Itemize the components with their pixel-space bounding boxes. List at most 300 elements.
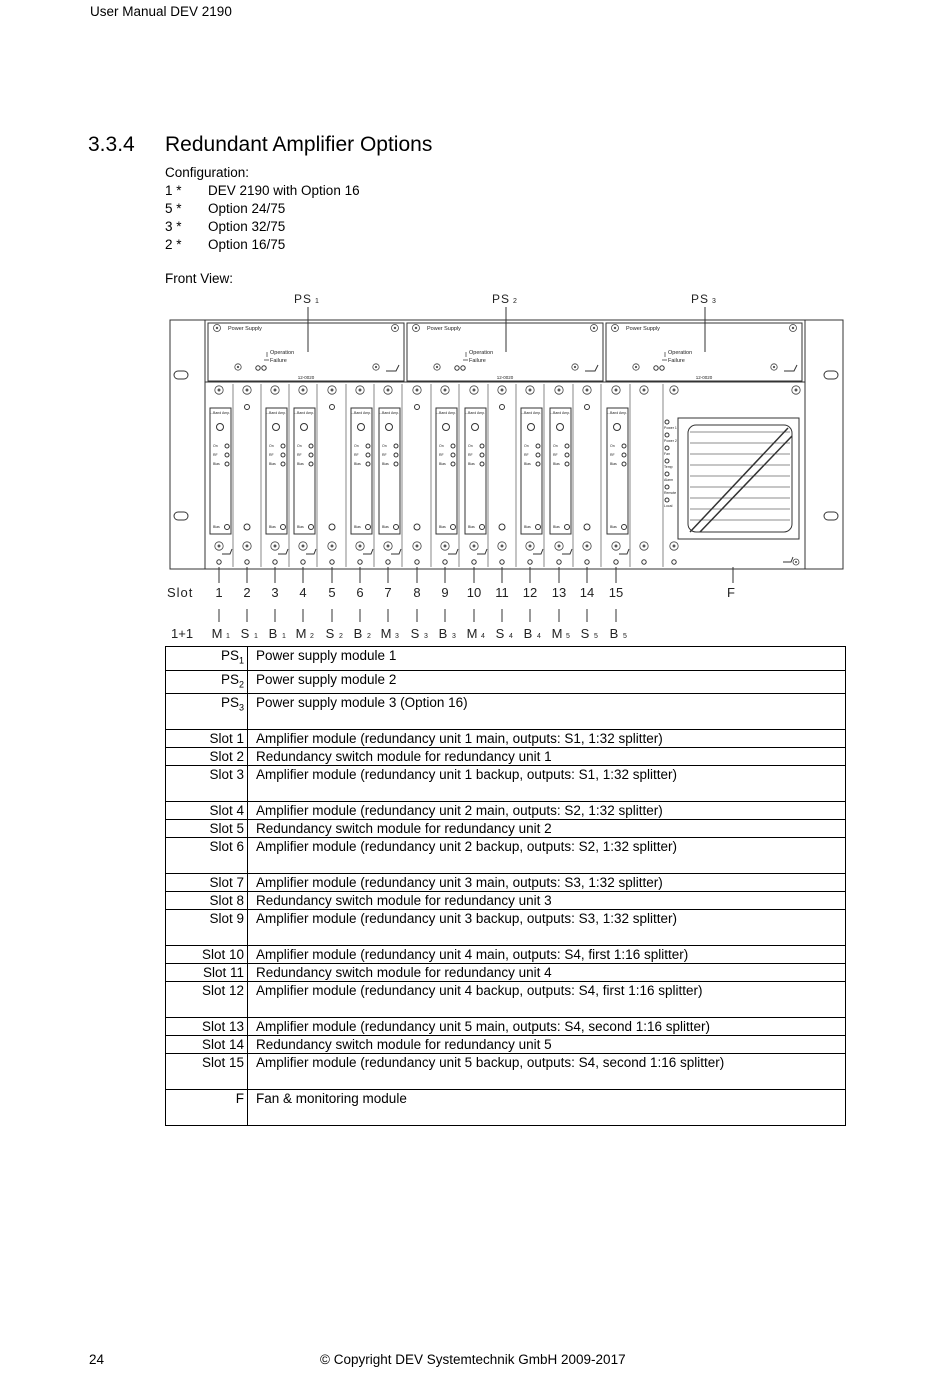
legend-value: Amplifier module (redundancy unit 1 backup, outputs: S1, 1:32 splitter) [248,766,846,802]
legend-value: Amplifier module (redundancy unit 2 backup, outputs: S2, 1:32 splitter) [248,838,846,874]
legend-row [166,730,846,748]
amp-led-label: Bias [382,462,389,466]
slot-number: 7 [384,585,392,600]
amp-led-label: RF [553,453,558,457]
fan-led [665,433,669,437]
amp-led-label: On [553,444,558,448]
psu-part-number: 12-0020 [695,375,713,380]
amp-connector-icon [472,424,479,431]
amp-led-label: On [610,444,615,448]
bottom-screw [273,560,277,564]
screw-dot [237,366,239,368]
amp-bias-pot [622,525,627,530]
screw-dot [795,561,797,563]
redundancy-row-label: 1+1 [171,626,194,641]
amp-title: L-Band Amp. [293,411,315,415]
screw-dot [359,545,362,548]
fan-led [665,420,669,424]
amp-led-label: RF [213,453,218,457]
switch-knob [329,524,335,530]
screw-dot [216,327,218,329]
psu-led [660,366,664,370]
legend-key: Slot 13 [166,1018,248,1036]
screw-dot [673,389,676,392]
amp-handle-icon [363,549,373,554]
screw-dot [359,389,362,392]
legend-value: Redundancy switch module for redundancy unit 4 [248,964,846,982]
amp-handle-icon [533,549,543,554]
screw-dot [246,545,249,548]
amp-led [309,462,313,466]
fan-led-label: Fan [664,452,671,456]
amp-bias-label: Bias [297,525,304,529]
amp-led [451,444,455,448]
ps-label-sub: 1 [315,298,319,305]
amp-led-label: On [354,444,359,448]
legend-key: Slot 7 [166,874,248,892]
amp-led [225,453,229,457]
psu-led [256,366,260,370]
psu-led [455,366,459,370]
screw-dot [331,545,334,548]
screw-dot [586,545,589,548]
screw-dot [593,327,595,329]
amp-connector-icon [614,424,621,431]
amp-led-label: Bias [297,462,304,466]
amp-led [480,462,484,466]
legend-value: Amplifier module (redundancy unit 5 main, outputs: S4, second 1:16 splitter) [248,1018,846,1036]
screw-dot [586,389,589,392]
amp-handle-icon [619,549,629,554]
screw-dot [558,545,561,548]
amp-led-label: Bias [354,462,361,466]
switch-screw [245,405,250,410]
config-item: 5 * Option 24/75 [165,201,286,216]
amplifier-panel [210,408,231,534]
unit-letter: B [523,626,533,641]
ps-label: PS [691,292,710,306]
amp-bias-label: Bias [354,525,361,529]
amp-led-label: On [439,444,444,448]
amp-led [451,453,455,457]
psu-led [654,366,658,370]
bottom-screw [528,560,532,564]
legend-row [166,802,846,820]
unit-letter-sub: 4 [481,633,485,640]
ps-label: PS [492,292,511,306]
amp-led [366,444,370,448]
legend-value: Amplifier module (redundancy unit 4 backup, outputs: S4, first 1:16 splitter) [248,982,846,1018]
bottom-screw [642,560,646,564]
amp-bias-label: Bias [524,525,531,529]
psu-handle-icon [784,365,797,371]
legend-row [166,892,846,910]
amplifier-panel [294,408,315,534]
amp-bias-pot [225,525,230,530]
amplifier-panel [351,408,372,534]
amp-led [622,444,626,448]
amp-bias-pot [565,525,570,530]
legend-value: Power supply module 2 [248,670,846,694]
fan-led-label: Power 2 [664,439,677,443]
slot-number: 2 [243,585,251,600]
switch-knob [244,524,250,530]
slot-number: 3 [271,585,279,600]
legend-value: Power supply module 1 [248,647,846,671]
amp-led [536,453,540,457]
bottom-screw [301,560,305,564]
fan-handle-icon [783,557,793,562]
screw-dot [529,389,532,392]
unit-letter-sub: 3 [395,633,399,640]
amp-connector-icon [217,424,224,431]
unit-letter: M [466,626,478,641]
amp-led-label: Bias [213,462,220,466]
legend-row [166,874,846,892]
amp-title: L-Band Amp. [265,411,287,415]
psu-operation-label: Operation [469,350,494,356]
amp-title: L-Band Amp. [520,411,542,415]
amp-led [622,453,626,457]
psu-title: Power Supply [427,326,461,332]
amplifier-panel [465,408,486,534]
amp-title: L-Band Amp. [606,411,628,415]
amp-led-label: On [382,444,387,448]
fan-led [665,498,669,502]
amp-led [225,444,229,448]
psu-failure-label: Failure [270,358,287,364]
unit-letter-sub: 3 [452,633,456,640]
unit-letter-sub: 1 [226,633,230,640]
legend-key: Slot 15 [166,1054,248,1090]
screw-dot [792,327,794,329]
page-header: User Manual DEV 2190 [90,4,232,19]
amp-led [309,453,313,457]
switch-knob [499,524,505,530]
screw-dot [274,389,277,392]
unit-letter-sub: 5 [623,633,627,640]
switch-screw [500,405,505,410]
legend-key: Slot 3 [166,766,248,802]
amp-title: L-Band Amp. [549,411,571,415]
psu-part-number: 12-0020 [496,375,514,380]
amp-led-label: Bias [524,462,531,466]
amp-handle-icon [448,549,458,554]
legend-row [166,748,846,766]
amp-connector-icon [557,424,564,431]
bottom-screw [500,560,504,564]
unit-letter: M [295,626,307,641]
amp-handle-icon [391,549,401,554]
legend-key: Slot 2 [166,748,248,766]
screw-dot [331,389,334,392]
amp-led [309,444,313,448]
fan-led [665,446,669,450]
fan-label: F [727,585,735,600]
section-number: 3.3.4 [88,133,135,156]
amp-connector-icon [386,424,393,431]
slot-number: 14 [579,585,595,600]
amp-bias-label: Bias [213,525,220,529]
psu-handle-icon [585,365,598,371]
screw-dot [635,366,637,368]
legend-key: Slot 8 [166,892,248,910]
mount-hole [824,371,838,379]
amplifier-panel [607,408,628,534]
unit-letter: M [551,626,563,641]
legend-row [166,766,846,802]
screw-dot [394,327,396,329]
screw-dot [773,366,775,368]
legend-key: Slot 11 [166,964,248,982]
screw-dot [501,389,504,392]
amp-led-label: Bias [610,462,617,466]
screw-dot [473,389,476,392]
screw-dot [302,389,305,392]
legend-value: Amplifier module (redundancy unit 3 backup, outputs: S3, 1:32 splitter) [248,910,846,946]
screw-dot [375,366,377,368]
amp-led [480,453,484,457]
screw-dot [473,545,476,548]
switch-screw [585,405,590,410]
bottom-screw [358,560,362,564]
amp-led [366,453,370,457]
legend-row [166,820,846,838]
legend-value: Redundancy switch module for redundancy unit 1 [248,748,846,766]
screw-dot [415,327,417,329]
unit-letter-sub: 1 [254,633,258,640]
screw-dot [501,545,504,548]
amp-connector-icon [301,424,308,431]
psu-operation-label: Operation [668,350,693,356]
amp-led [394,462,398,466]
psu-led-leader [463,352,468,360]
config-item: 2 * Option 16/75 [165,237,286,252]
amp-bias-pot [394,525,399,530]
unit-letter: S [495,626,505,641]
amp-led [536,444,540,448]
amp-led-label: RF [354,453,359,457]
unit-letter-sub: 2 [367,633,371,640]
slot-number: 1 [215,585,223,600]
amp-led-label: RF [439,453,444,457]
bottom-screw [386,560,390,564]
legend-key: $PS_2$ [166,670,248,694]
legend-value: Amplifier module (redundancy unit 1 main, outputs: S1, 1:32 splitter) [248,730,846,748]
legend-key: Slot 10 [166,946,248,964]
ps-label-sub: 2 [513,298,517,305]
unit-letter: S [580,626,590,641]
psu-handle-icon [386,365,399,371]
amp-handle-icon [222,549,232,554]
unit-letter: S [410,626,420,641]
psu-led [262,366,266,370]
section-title: Redundant Amplifier Options [165,133,433,156]
amp-connector-icon [358,424,365,431]
fan-strut [700,436,792,532]
amp-led [622,462,626,466]
amp-led-label: Bias [553,462,560,466]
slot-number: 15 [608,585,624,600]
amp-title: L-Band Amp. [464,411,486,415]
unit-letter-sub: 5 [566,633,570,640]
mount-hole [174,512,188,520]
amp-led [565,462,569,466]
amp-bias-pot [480,525,485,530]
screw-dot [444,545,447,548]
amp-title: L-Band Amp. [435,411,457,415]
legend-value: Amplifier module (redundancy unit 2 main, outputs: S2, 1:32 splitter) [248,802,846,820]
screw-dot [436,366,438,368]
bottom-screw [672,560,676,564]
legend-row [166,946,846,964]
unit-letter: B [268,626,278,641]
amplifier-panel [550,408,571,534]
legend-row [166,910,846,946]
legend-key: Slot 14 [166,1036,248,1054]
fan-led-label: Temp [664,465,673,469]
legend-key: Slot 5 [166,820,248,838]
legend-key: Slot 6 [166,838,248,874]
amp-led-label: RF [524,453,529,457]
screw-dot [615,389,618,392]
psu-led [461,366,465,370]
psu-operation-label: Operation [270,350,295,356]
amp-led-label: RF [468,453,473,457]
slot-number: 12 [522,585,538,600]
slot-number: 13 [551,585,567,600]
amplifier-panel [521,408,542,534]
legend-value: Power supply module 3 (Option 16) [248,694,846,730]
bottom-screw [614,560,618,564]
screw-dot [529,545,532,548]
mount-hole [174,371,188,379]
slot-number: 11 [495,585,509,600]
amp-handle-icon [477,549,487,554]
legend-row [166,1054,846,1090]
amp-bias-label: Bias [468,525,475,529]
fan-led [665,472,669,476]
screw-dot [416,545,419,548]
switch-screw [415,405,420,410]
amplifier-panel [436,408,457,534]
front-view-diagram [0,285,950,645]
slot-row-label: Slot [167,585,194,600]
amp-title: L-Band Amp. [209,411,231,415]
screw-dot [558,389,561,392]
amp-led [394,444,398,448]
legend-row [166,1036,846,1054]
screw-dot [302,545,305,548]
amp-led-label: On [213,444,218,448]
amp-led-label: On [269,444,274,448]
amp-bias-pot [536,525,541,530]
screw-dot [615,545,618,548]
amp-title: L-Band Amp. [378,411,400,415]
amp-title: L-Band Amp. [350,411,372,415]
copyright: © Copyright DEV Systemtechnik GmbH 2009-2017 [320,1352,626,1367]
slot-number: 10 [466,585,482,600]
config-item: 3 * Option 32/75 [165,219,286,234]
psu-title: Power Supply [228,326,262,332]
unit-letter-sub: 4 [537,633,541,640]
legend-row [166,838,846,874]
amp-connector-icon [273,424,280,431]
bottom-screw [217,560,221,564]
amp-led [366,462,370,466]
unit-letter: B [353,626,363,641]
screw-dot [274,545,277,548]
legend-row [166,964,846,982]
amp-bias-label: Bias [269,525,276,529]
legend-key: F [166,1090,248,1126]
screw-dot [246,389,249,392]
fan-led-label: Remote [664,491,677,495]
slot-number: 5 [328,585,336,600]
unit-letter: B [438,626,448,641]
amp-bias-label: Bias [610,525,617,529]
amp-led-label: Bias [439,462,446,466]
amp-led [281,453,285,457]
psu-part-number: 12-0020 [297,375,315,380]
amp-led-label: Bias [468,462,475,466]
unit-letter-sub: 1 [282,633,286,640]
amp-led-label: RF [382,453,387,457]
switch-screw [330,405,335,410]
amp-led [281,444,285,448]
unit-letter: S [325,626,335,641]
amp-bias-label: Bias [553,525,560,529]
slot-number: 6 [356,585,364,600]
legend-row [166,694,846,730]
amp-connector-icon [528,424,535,431]
legend-key: $PS_3$ [166,694,248,730]
fan-led-label: Power 1 [664,426,677,430]
amp-bias-pot [451,525,456,530]
screw-dot [574,366,576,368]
legend-value: Redundancy switch module for redundancy unit 3 [248,892,846,910]
amp-bias-pot [281,525,286,530]
legend-value: Amplifier module (redundancy unit 4 main, outputs: S4, first 1:16 splitter) [248,946,846,964]
amp-handle-icon [562,549,572,554]
bottom-screw [245,560,249,564]
amp-led-label: On [468,444,473,448]
switch-knob [584,524,590,530]
legend-value: Redundancy switch module for redundancy unit 5 [248,1036,846,1054]
unit-letter-sub: 3 [424,633,428,640]
amp-led [225,462,229,466]
bottom-screw [330,560,334,564]
legend-value: Amplifier module (redundancy unit 3 main, outputs: S3, 1:32 splitter) [248,874,846,892]
screw-dot [387,389,390,392]
amp-led-label: RF [610,453,615,457]
legend-key: Slot 4 [166,802,248,820]
legend-key: Slot 12 [166,982,248,1018]
screw-dot [673,545,676,548]
legend-row [166,1018,846,1036]
screw-dot [218,545,221,548]
unit-letter-sub: 5 [594,633,598,640]
amp-led [451,462,455,466]
bottom-screw [415,560,419,564]
fan-strut [690,428,788,532]
amp-bias-label: Bias [439,525,446,529]
psu-led-leader [264,352,269,360]
amp-led-label: RF [297,453,302,457]
ps-label: PS [294,292,313,306]
psu-failure-label: Failure [469,358,486,364]
fan-led-label: Alarm [664,478,674,482]
